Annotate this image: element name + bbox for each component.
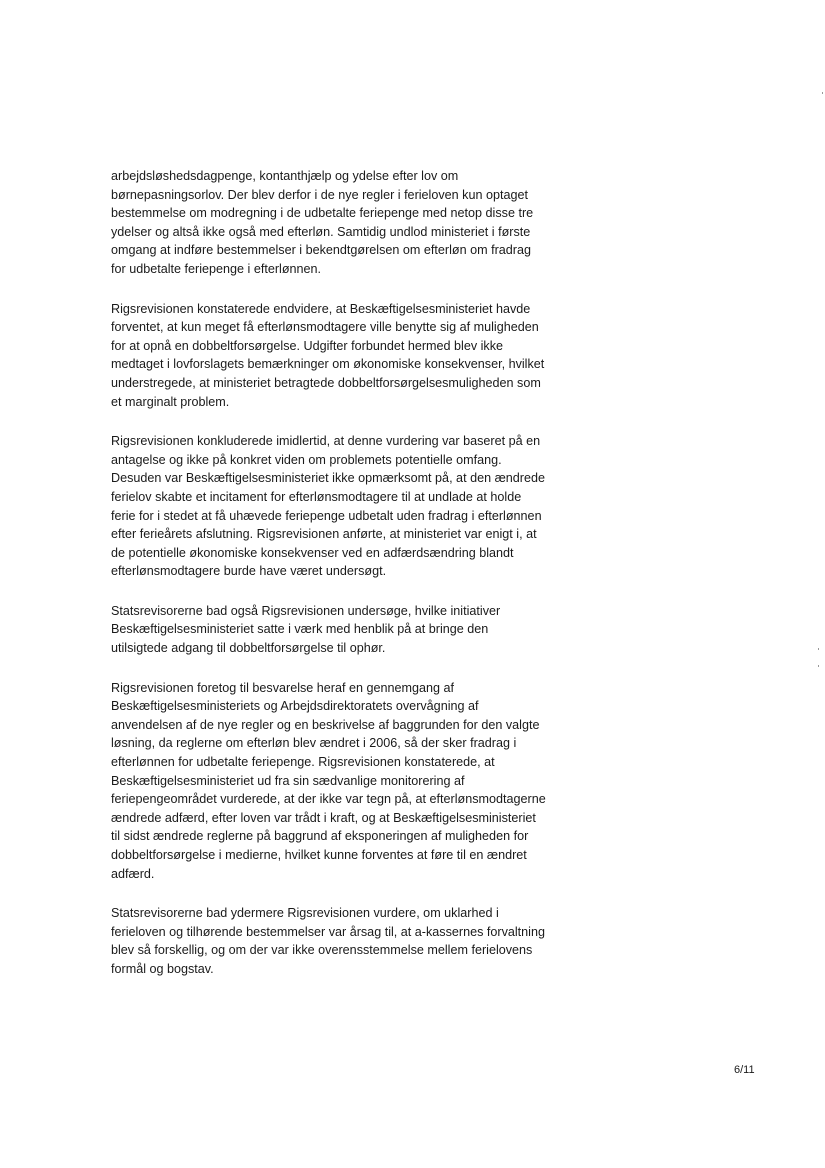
text-line: Rigsrevisionen foretog til besvarelse heraf en gennemgang af (111, 680, 455, 695)
text-line: understregede, at ministeriet betragtede dobbeltforsørgelsesmuligheden som (111, 375, 541, 390)
text-line: Beskæftigelsesministeriet ud fra sin sædvanlige monitorering af (111, 773, 465, 788)
page-number: 6/11 (734, 1064, 755, 1076)
scan-speck (818, 665, 819, 667)
text-line: omgang at indføre bestemmelser i bekendtgørelsen om efterløn om fradrag (111, 243, 531, 258)
paragraph (111, 167, 581, 279)
text-line: for at opnå en dobbeltforsørgelse. Udgifter forbundet hermed blev ikke (111, 338, 504, 353)
text-line: til sidst ændrede reglerne på baggrund af eksponeringen af muligheden for (111, 829, 529, 844)
text-line: børnepasningsorlov. Der blev derfor i de nye regler i ferieloven kun optaget (111, 187, 528, 202)
text-line: antagelse og ikke på konkret viden om problemets potentielle omfang. (111, 452, 502, 467)
text-line: ferieloven og tilhørende bestemmelser var årsag til, at a-kassernes forvaltning (111, 924, 545, 939)
paragraph (111, 602, 581, 658)
text-line: anvendelsen af de nye regler og en beskrivelse af baggrunden for den valgte (111, 717, 540, 732)
text-line: Statsrevisorerne bad også Rigsrevisionen undersøge, hvilke initiativer (111, 603, 501, 618)
text-line: et marginalt problem. (111, 394, 230, 409)
text-line: ferie for i stedet at få uhævede feriepenge udbetalt uden fradrag i efterlønnen (111, 508, 542, 523)
scan-speck (818, 648, 819, 650)
text-line: ydelser og altså ikke også med efterløn. Samtidig undlod ministeriet i første (111, 224, 531, 239)
text-line: formål og bogstav. (111, 961, 214, 976)
text-line: feriepengeområdet vurderede, at der ikke var tegn på, at efterlønsmodtagerne (111, 792, 546, 807)
text-line: utilsigtede adgang til dobbeltforsørgelse til ophør. (111, 641, 386, 656)
text-line: adfærd. (111, 866, 155, 881)
text-line: medtaget i lovforslagets bemærkninger om økonomiske konsekvenser, hvilket (111, 357, 545, 372)
text-line: ændrede adfærd, efter loven var trådt i kraft, og at Beskæftigelsesministeriet (111, 810, 536, 825)
text-line: de potentielle økonomiske konsekvenser ved en adfærdsændring blandt (111, 545, 514, 560)
paragraph (111, 904, 581, 978)
paragraph (111, 679, 581, 884)
text-line: blev så forskellig, og om der var ikke overensstemmelse mellem ferielovens (111, 943, 533, 958)
text-line: arbejdsløshedsdagpenge, kontanthjælp og ydelse efter lov om (111, 169, 459, 183)
text-line: Statsrevisorerne bad ydermere Rigsrevisionen vurdere, om uklarhed i (111, 906, 499, 921)
scan-speck (822, 92, 823, 94)
body-text (111, 167, 581, 1000)
text-line: Desuden var Beskæftigelsesministeriet ikke opmærksomt på, at den ændrede (111, 471, 545, 486)
text-line: forventet, at kun meget få efterlønsmodtagere ville benytte sig af muligheden (111, 320, 539, 335)
paragraph (111, 300, 581, 412)
paragraph (111, 432, 581, 581)
text-line: dobbeltforsørgelse i medierne, hvilket kunne forventes at føre til en ændret (111, 848, 527, 862)
text-line: bestemmelse om modregning i de udbetalte feriepenge med netop disse tre (111, 206, 534, 221)
text-line: ferielov skabte et incitament for efterlønsmodtagere til at undlade at holde (111, 489, 522, 504)
text-line: efterlønsmodtagere burde have været undersøgt. (111, 564, 387, 579)
text-line: for udbetalte feriepenge i efterlønnen. (111, 261, 322, 276)
text-line: Rigsrevisionen konstaterede endvidere, at Beskæftigelsesministeriet havde (111, 301, 531, 316)
text-line: Beskæftigelsesministeriets og Arbejdsdirektoratets overvågning af (111, 699, 479, 714)
text-line: Rigsrevisionen konkluderede imidlertid, at denne vurdering var baseret på en (111, 434, 541, 449)
text-line: løsning, da reglerne om efterløn blev ændret i 2006, så der sker fradrag i (111, 736, 517, 751)
text-line: Beskæftigelsesministeriet satte i værk med henblik på at bringe den (111, 622, 489, 637)
text-line: efterlønnen for udbetalte feriepenge. Rigsrevisionen konstaterede, at (111, 755, 495, 770)
text-line: efter ferieårets afslutning. Rigsrevisionen anførte, at ministeriet var enigt i, at (111, 527, 537, 542)
